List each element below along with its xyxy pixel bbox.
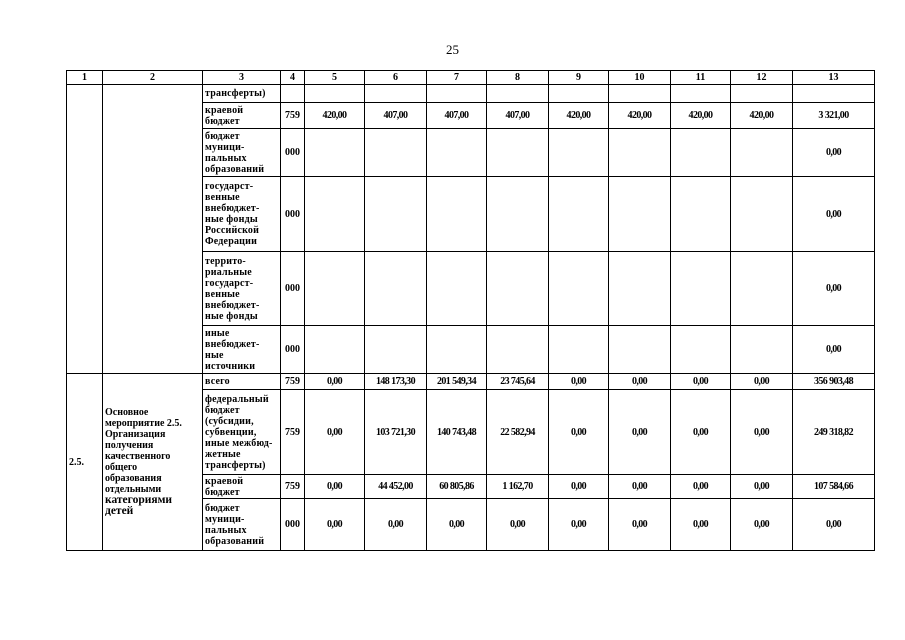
source-cell: краевой бюджет: [203, 103, 281, 129]
value-cell: 23 745,64: [487, 374, 549, 390]
source-cell: трансферты): [203, 85, 281, 103]
value-cell: 60 805,86: [427, 475, 487, 499]
source-cell: государст- венные внебюджет- ные фонды Российской Федерации: [203, 177, 281, 252]
value-cell: 0,00: [549, 390, 609, 475]
header-cell: 13: [793, 71, 875, 85]
value-cell: 44 452,00: [365, 475, 427, 499]
value-cell: 0,00: [731, 475, 793, 499]
code-cell: 759: [281, 374, 305, 390]
value-cell: 0,00: [549, 475, 609, 499]
value-cell: 0,00: [731, 499, 793, 551]
section-name-main: Основное мероприятие 2.5. Организация получения качественного общего образования отдельными: [105, 407, 182, 495]
value-cell: [731, 326, 793, 374]
code-cell: 759: [281, 390, 305, 475]
value-cell: 0,00: [671, 475, 731, 499]
value-cell: [609, 177, 671, 252]
value-cell: 0,00: [671, 374, 731, 390]
total-cell: 0,00: [793, 499, 875, 551]
total-cell: [793, 85, 875, 103]
value-cell: [671, 85, 731, 103]
value-cell: [427, 177, 487, 252]
value-cell: 0,00: [731, 390, 793, 475]
value-cell: [671, 252, 731, 326]
value-cell: 103 721,30: [365, 390, 427, 475]
value-cell: 0,00: [305, 499, 365, 551]
source-cell: бюджет муници- пальных образований: [203, 499, 281, 551]
value-cell: [305, 85, 365, 103]
value-cell: 420,00: [609, 103, 671, 129]
section-name: [103, 374, 203, 551]
total-cell: 356 903,48: [793, 374, 875, 390]
value-cell: 0,00: [549, 499, 609, 551]
value-cell: 0,00: [731, 374, 793, 390]
header-cell: 11: [671, 71, 731, 85]
code-cell: [281, 85, 305, 103]
value-cell: 22 582,94: [487, 390, 549, 475]
value-cell: [609, 326, 671, 374]
value-cell: [487, 85, 549, 103]
value-cell: [427, 252, 487, 326]
value-cell: [609, 85, 671, 103]
table-row: [67, 85, 875, 103]
value-cell: 0,00: [671, 499, 731, 551]
value-cell: [487, 326, 549, 374]
value-cell: 420,00: [549, 103, 609, 129]
code-cell: 759: [281, 475, 305, 499]
section-index: 2.5.: [67, 374, 103, 551]
value-cell: 0,00: [427, 499, 487, 551]
header-cell: 4: [281, 71, 305, 85]
value-cell: 407,00: [487, 103, 549, 129]
value-cell: 407,00: [365, 103, 427, 129]
value-cell: [487, 129, 549, 177]
value-cell: [731, 85, 793, 103]
page-number: 25: [446, 42, 459, 57]
value-cell: [671, 326, 731, 374]
value-cell: [427, 85, 487, 103]
code-cell: 000: [281, 499, 305, 551]
value-cell: [487, 177, 549, 252]
value-cell: 0,00: [609, 390, 671, 475]
value-cell: [427, 326, 487, 374]
total-cell: 0,00: [793, 326, 875, 374]
value-cell: [305, 326, 365, 374]
value-cell: 1 162,70: [487, 475, 549, 499]
header-cell: 1: [67, 71, 103, 85]
value-cell: [305, 252, 365, 326]
table-row: [67, 374, 875, 390]
value-cell: [365, 326, 427, 374]
header-cell: 9: [549, 71, 609, 85]
header-cell: 3: [203, 71, 281, 85]
source-cell: бюджет муници- пальных образований: [203, 129, 281, 177]
budget-table: [66, 70, 875, 551]
total-cell: 0,00: [793, 177, 875, 252]
value-cell: 420,00: [731, 103, 793, 129]
code-cell: 000: [281, 326, 305, 374]
value-cell: 420,00: [305, 103, 365, 129]
value-cell: [365, 85, 427, 103]
value-cell: [549, 177, 609, 252]
value-cell: 201 549,34: [427, 374, 487, 390]
section-name-tail: категориями детей: [105, 494, 173, 517]
total-cell: 3 321,00: [793, 103, 875, 129]
value-cell: 420,00: [671, 103, 731, 129]
value-cell: [671, 129, 731, 177]
source-cell: иные внебюджет- ные источники: [203, 326, 281, 374]
value-cell: [549, 252, 609, 326]
value-cell: [731, 129, 793, 177]
total-cell: 107 584,66: [793, 475, 875, 499]
value-cell: [609, 252, 671, 326]
value-cell: 0,00: [305, 475, 365, 499]
value-cell: 0,00: [305, 374, 365, 390]
source-cell: федеральный бюджет (субсидии, субвенции, иные межбюд- жетные трансферты): [203, 390, 281, 475]
value-cell: 0,00: [671, 390, 731, 475]
value-cell: [731, 252, 793, 326]
value-cell: [671, 177, 731, 252]
header-cell: 5: [305, 71, 365, 85]
source-cell: террито- риальные государст- венные внебюджет- ные фонды: [203, 252, 281, 326]
index-cell-empty: [67, 85, 103, 374]
value-cell: [731, 177, 793, 252]
name-cell-empty: [103, 85, 203, 374]
code-cell: 000: [281, 252, 305, 326]
value-cell: 0,00: [365, 499, 427, 551]
header-cell: 12: [731, 71, 793, 85]
total-cell: 0,00: [793, 129, 875, 177]
value-cell: [365, 129, 427, 177]
value-cell: [305, 129, 365, 177]
value-cell: 0,00: [609, 499, 671, 551]
value-cell: 0,00: [549, 374, 609, 390]
source-cell: всего: [203, 374, 281, 390]
value-cell: 0,00: [609, 475, 671, 499]
header-cell: 7: [427, 71, 487, 85]
value-cell: [305, 177, 365, 252]
header-cell: 6: [365, 71, 427, 85]
value-cell: 148 173,30: [365, 374, 427, 390]
header-row: [67, 71, 875, 85]
value-cell: [427, 129, 487, 177]
value-cell: [549, 326, 609, 374]
value-cell: [365, 252, 427, 326]
value-cell: [549, 129, 609, 177]
header-cell: 2: [103, 71, 203, 85]
code-cell: 000: [281, 177, 305, 252]
header-cell: 8: [487, 71, 549, 85]
total-cell: 0,00: [793, 252, 875, 326]
header-cell: 10: [609, 71, 671, 85]
code-cell: 000: [281, 129, 305, 177]
value-cell: 0,00: [487, 499, 549, 551]
total-cell: 249 318,82: [793, 390, 875, 475]
code-cell: 759: [281, 103, 305, 129]
value-cell: 0,00: [305, 390, 365, 475]
value-cell: 0,00: [609, 374, 671, 390]
value-cell: [609, 129, 671, 177]
value-cell: [487, 252, 549, 326]
source-cell: краевой бюджет: [203, 475, 281, 499]
value-cell: [365, 177, 427, 252]
value-cell: 140 743,48: [427, 390, 487, 475]
value-cell: [549, 85, 609, 103]
value-cell: 407,00: [427, 103, 487, 129]
